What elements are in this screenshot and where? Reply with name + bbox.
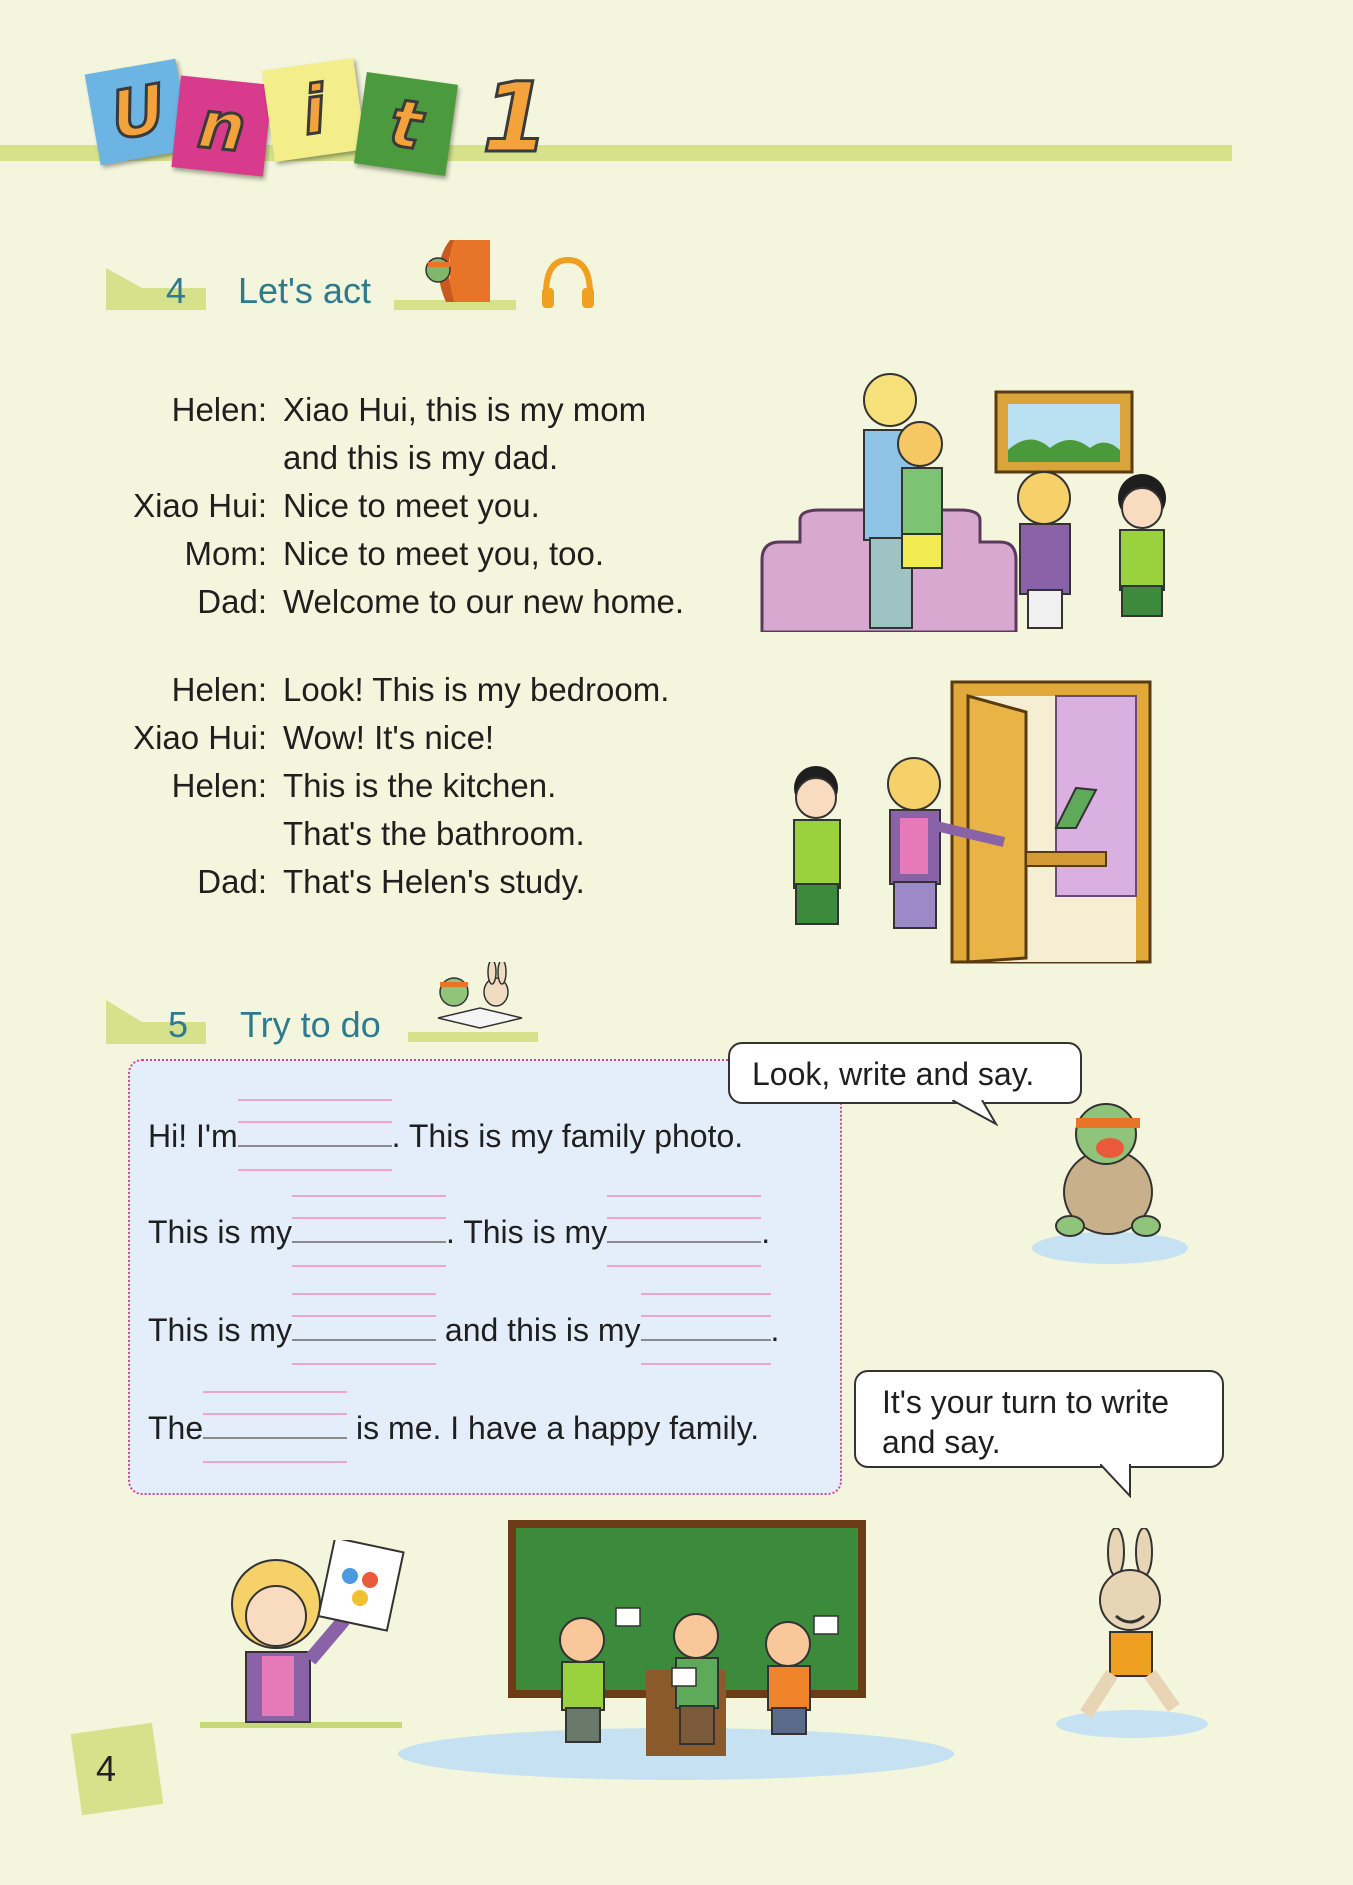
task-line-4 [148,1410,759,1447]
page-number: 4 [96,1748,117,1789]
speech-bubble-tail [1100,1464,1140,1498]
headphones-icon[interactable] [538,254,598,312]
dialogue-text: Look! This is my bedroom. [283,671,670,708]
dialogue-text: Xiao Hui, this is my mom [283,391,647,428]
dialogue-text: Wow! It's nice! [283,719,495,756]
dialogue-text: and this is my dad. [283,439,559,476]
task-text: and this is my [444,1312,641,1348]
girl-with-photo-illustration [200,1540,412,1754]
dialogue-line [0,858,760,906]
task-text: . [770,1312,780,1348]
dialogue-line [0,578,760,626]
dialogue-line [0,482,760,530]
speaker: Helen: [171,391,267,428]
speaker: Helen: [171,767,267,804]
task-text: Hi! I'm [148,1118,238,1154]
task-line-2 [148,1214,770,1251]
rabbit-illustration [1050,1528,1210,1740]
speaker: Dad: [197,863,267,900]
dialogue-line [0,666,760,714]
section4-number: 4 [166,270,187,311]
task-text: The [148,1410,204,1446]
speaker: Dad: [197,583,267,620]
unit-number: 1 [482,62,549,174]
speech-bubble-2: It's your turn to write and say. [854,1370,1224,1468]
dialogue-line [0,714,760,762]
living-room-illustration [760,370,1220,632]
task-text: . This is my [446,1214,608,1250]
task-text: . This is my family photo. [391,1118,744,1154]
blank-family-member[interactable] [641,1329,771,1341]
speaker: Xiao Hui: [133,487,267,524]
section4-title: Let's act [238,270,371,311]
section5-marker [106,1000,206,1044]
curtain-illustration [420,236,492,304]
unit-tile-u: U [85,59,192,166]
section5-number: 5 [168,1004,189,1045]
blank-position[interactable] [203,1427,347,1439]
blank-family-member[interactable] [292,1231,446,1243]
dialogue-text: Nice to meet you, too. [283,535,604,572]
turtle-illustration [1030,1096,1192,1266]
dialogue-2 [0,666,760,906]
speech-bubble-tail [952,1100,1002,1126]
task-line-3 [148,1312,779,1349]
dialogue-line [0,762,760,810]
blank-family-member[interactable] [607,1231,761,1243]
task-text: This is my [148,1214,292,1250]
blank-name[interactable] [238,1135,392,1147]
reading-characters-illustration [424,962,536,1034]
speaker: Helen: [171,671,267,708]
bedroom-door-illustration [776,678,1152,964]
dialogue-text: Nice to meet you. [283,487,540,524]
unit-tile-t: t [354,72,458,176]
speaker: Xiao Hui: [133,719,267,756]
task-text: is me. I have a happy family. [356,1410,760,1446]
dialogue-text: Welcome to our new home. [283,583,685,620]
unit-tile-n: n [171,75,272,176]
dialogue-line [0,810,760,858]
task-text: . [761,1214,771,1250]
dialogue-text: That's the bathroom. [283,815,585,852]
task-text: This is my [148,1312,292,1348]
page-number-badge [71,1723,164,1816]
unit-tile-i: i [262,58,366,162]
section4-marker [106,268,206,310]
dialogue-text: This is the kitchen. [283,767,557,804]
dialogue-1 [0,386,760,626]
dialogue-line [0,386,760,434]
blank-family-member[interactable] [292,1329,436,1341]
task-line-1 [148,1118,743,1155]
dialogue-line [0,434,760,482]
dialogue-line [0,530,760,578]
speech-bubble-1: Look, write and say. [728,1042,1082,1104]
dialogue-text: That's Helen's study. [283,863,585,900]
speaker: Mom: [184,535,267,572]
classroom-illustration [396,1520,956,1782]
section5-title: Try to do [240,1004,381,1045]
